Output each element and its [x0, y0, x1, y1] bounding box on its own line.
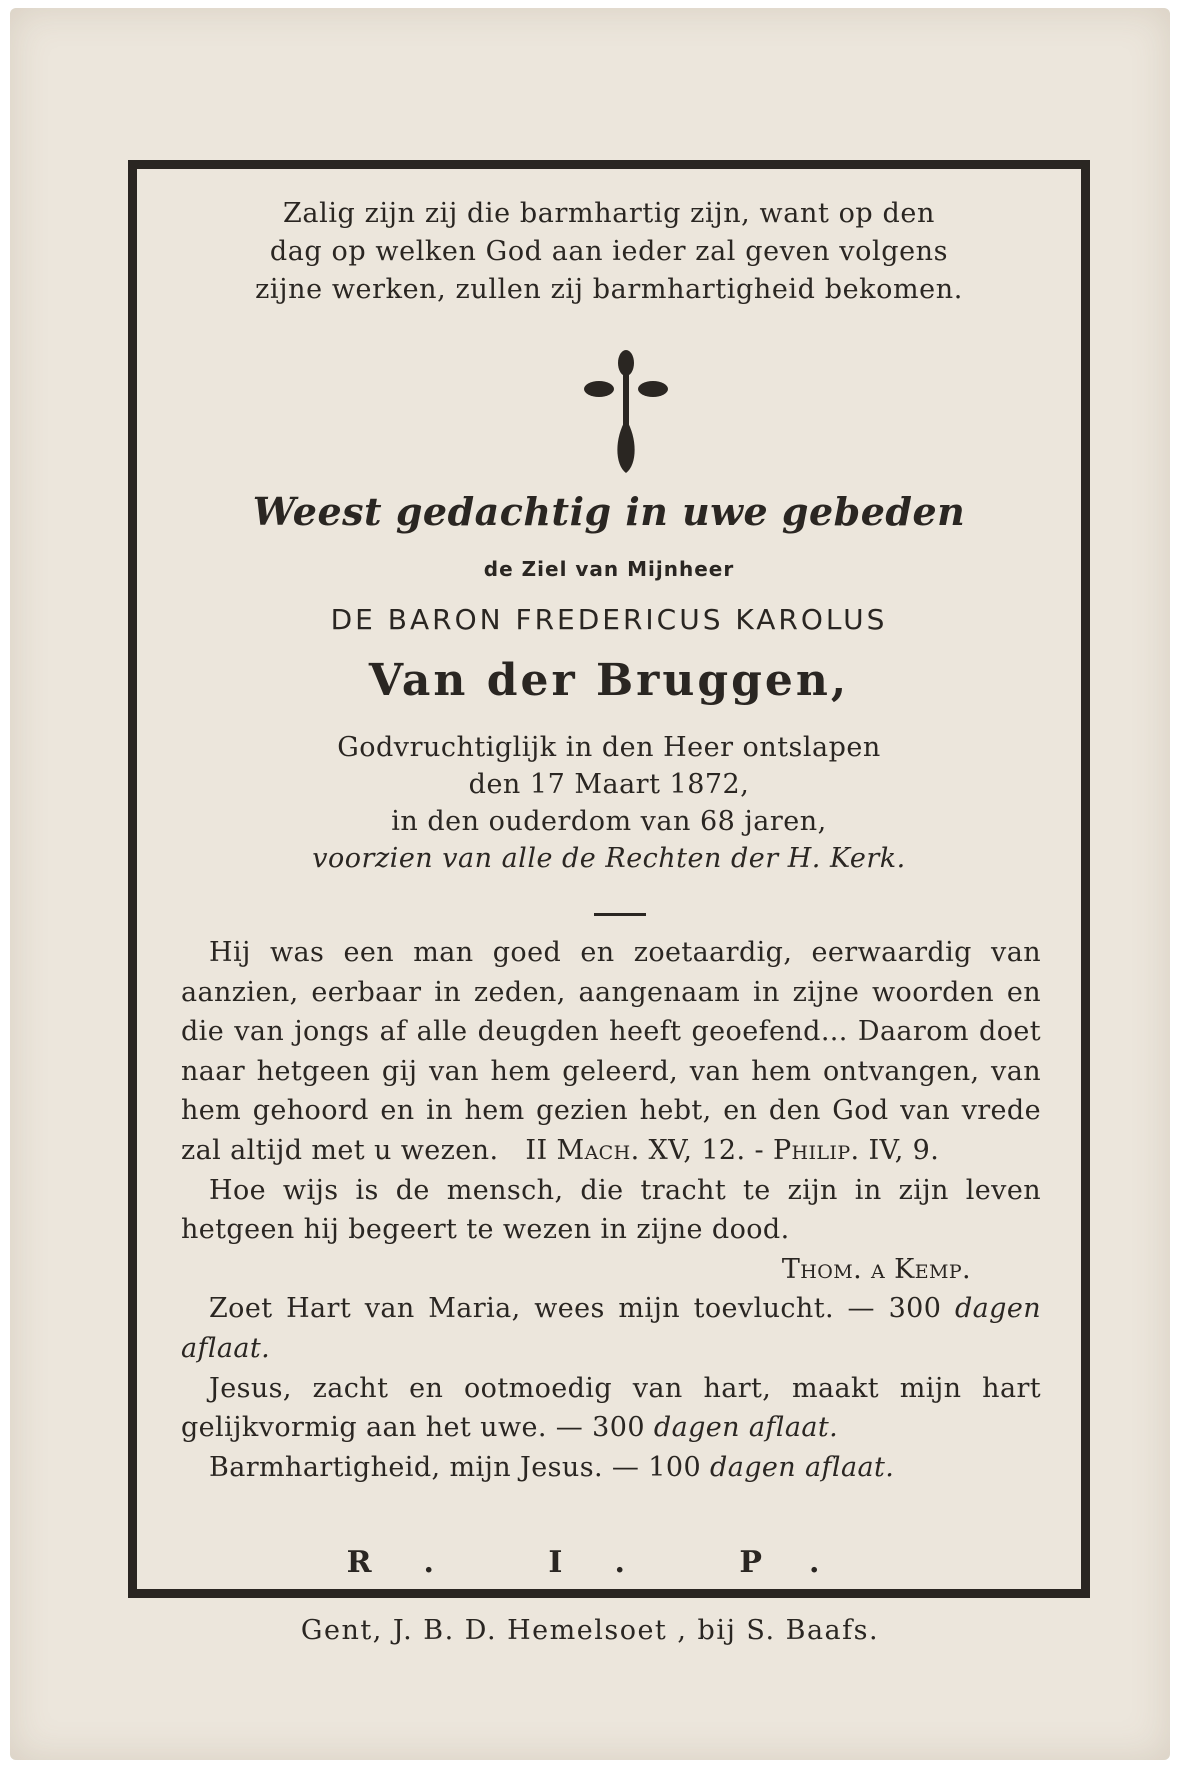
body-text: [181, 933, 1041, 1487]
rip-line: R. I. P.: [346, 1545, 872, 1580]
baron-title: DE BARON FREDERICUS KAROLUS: [330, 603, 888, 636]
prayer-maria: Zoet Hart van Maria, wees mijn toevlucht. — 300 dagen aflaat.: [181, 1293, 1042, 1364]
paragraph-wisdom: Hoe wijs is de mensch, die tracht te zijn in zijn leven hetgeen hij begeert te wezen in zijne dood.: [181, 1174, 1041, 1246]
death-date: den 17 Maart 1872,: [468, 769, 750, 800]
death-line: Godvruchtiglijk in den Heer ontslapen: [337, 732, 881, 763]
scripture-reference: II Mach. XV, 12. - Philip. IV, 9.: [525, 1134, 940, 1166]
death-details: [137, 729, 1081, 877]
opening-verse: [137, 195, 1081, 309]
quote-attribution: Thom. a Kemp.: [781, 1253, 971, 1285]
divider-rule: [594, 913, 646, 916]
prayer-jesus-heart: Jesus, zacht en ootmoedig van hart, maakt mijn hart gelijkvormig aan het uwe. — 300 dagen aflaat.: [181, 1372, 1041, 1444]
last-rites-line: voorzien van alle de Rechten der H. Kerk.: [312, 843, 906, 874]
surname: Van der Bruggen,: [368, 655, 850, 706]
heading: Weest gedachtig in uwe gebeden: [252, 489, 966, 534]
prayer-mercy: Barmhartigheid, mijn Jesus. — 100 dagen aflaat.: [209, 1451, 895, 1483]
verse-line: Zalig zijn zij die barmhartig zijn, want op den: [283, 198, 935, 229]
verse-line: zijne werken, zullen zij barmhartigheid bekomen.: [255, 274, 963, 305]
verse-line: dag op welken God aan ieder zal geven volgens: [269, 236, 949, 267]
death-age: in den ouderdom van 68 jaren,: [391, 806, 827, 837]
printer-imprint: Gent, J. B. D. Hemelsoet , bij S. Baafs.: [300, 1615, 880, 1646]
paragraph-virtues: Hij was een man goed en zoetaardig, eerwaardig van aanzien, eerbaar in zeden, aangenaam in zijne woorden en die van jongs af alle deugden heeft geoefend... Daarom doet naar hetgeen gij van hem geleerd, van hem ontvangen, van hem gehoord en in hem gezien hebt, en den God van vrede zal altijd met u wezen. II Mach. XV, 12. - Philip. IV, 9.: [181, 937, 1041, 1166]
memorial-card: [10, 8, 1170, 1760]
soul-line: de Ziel van Mijnheer: [483, 557, 735, 581]
black-border-frame: [128, 160, 1090, 1598]
cross-icon: [581, 349, 671, 479]
